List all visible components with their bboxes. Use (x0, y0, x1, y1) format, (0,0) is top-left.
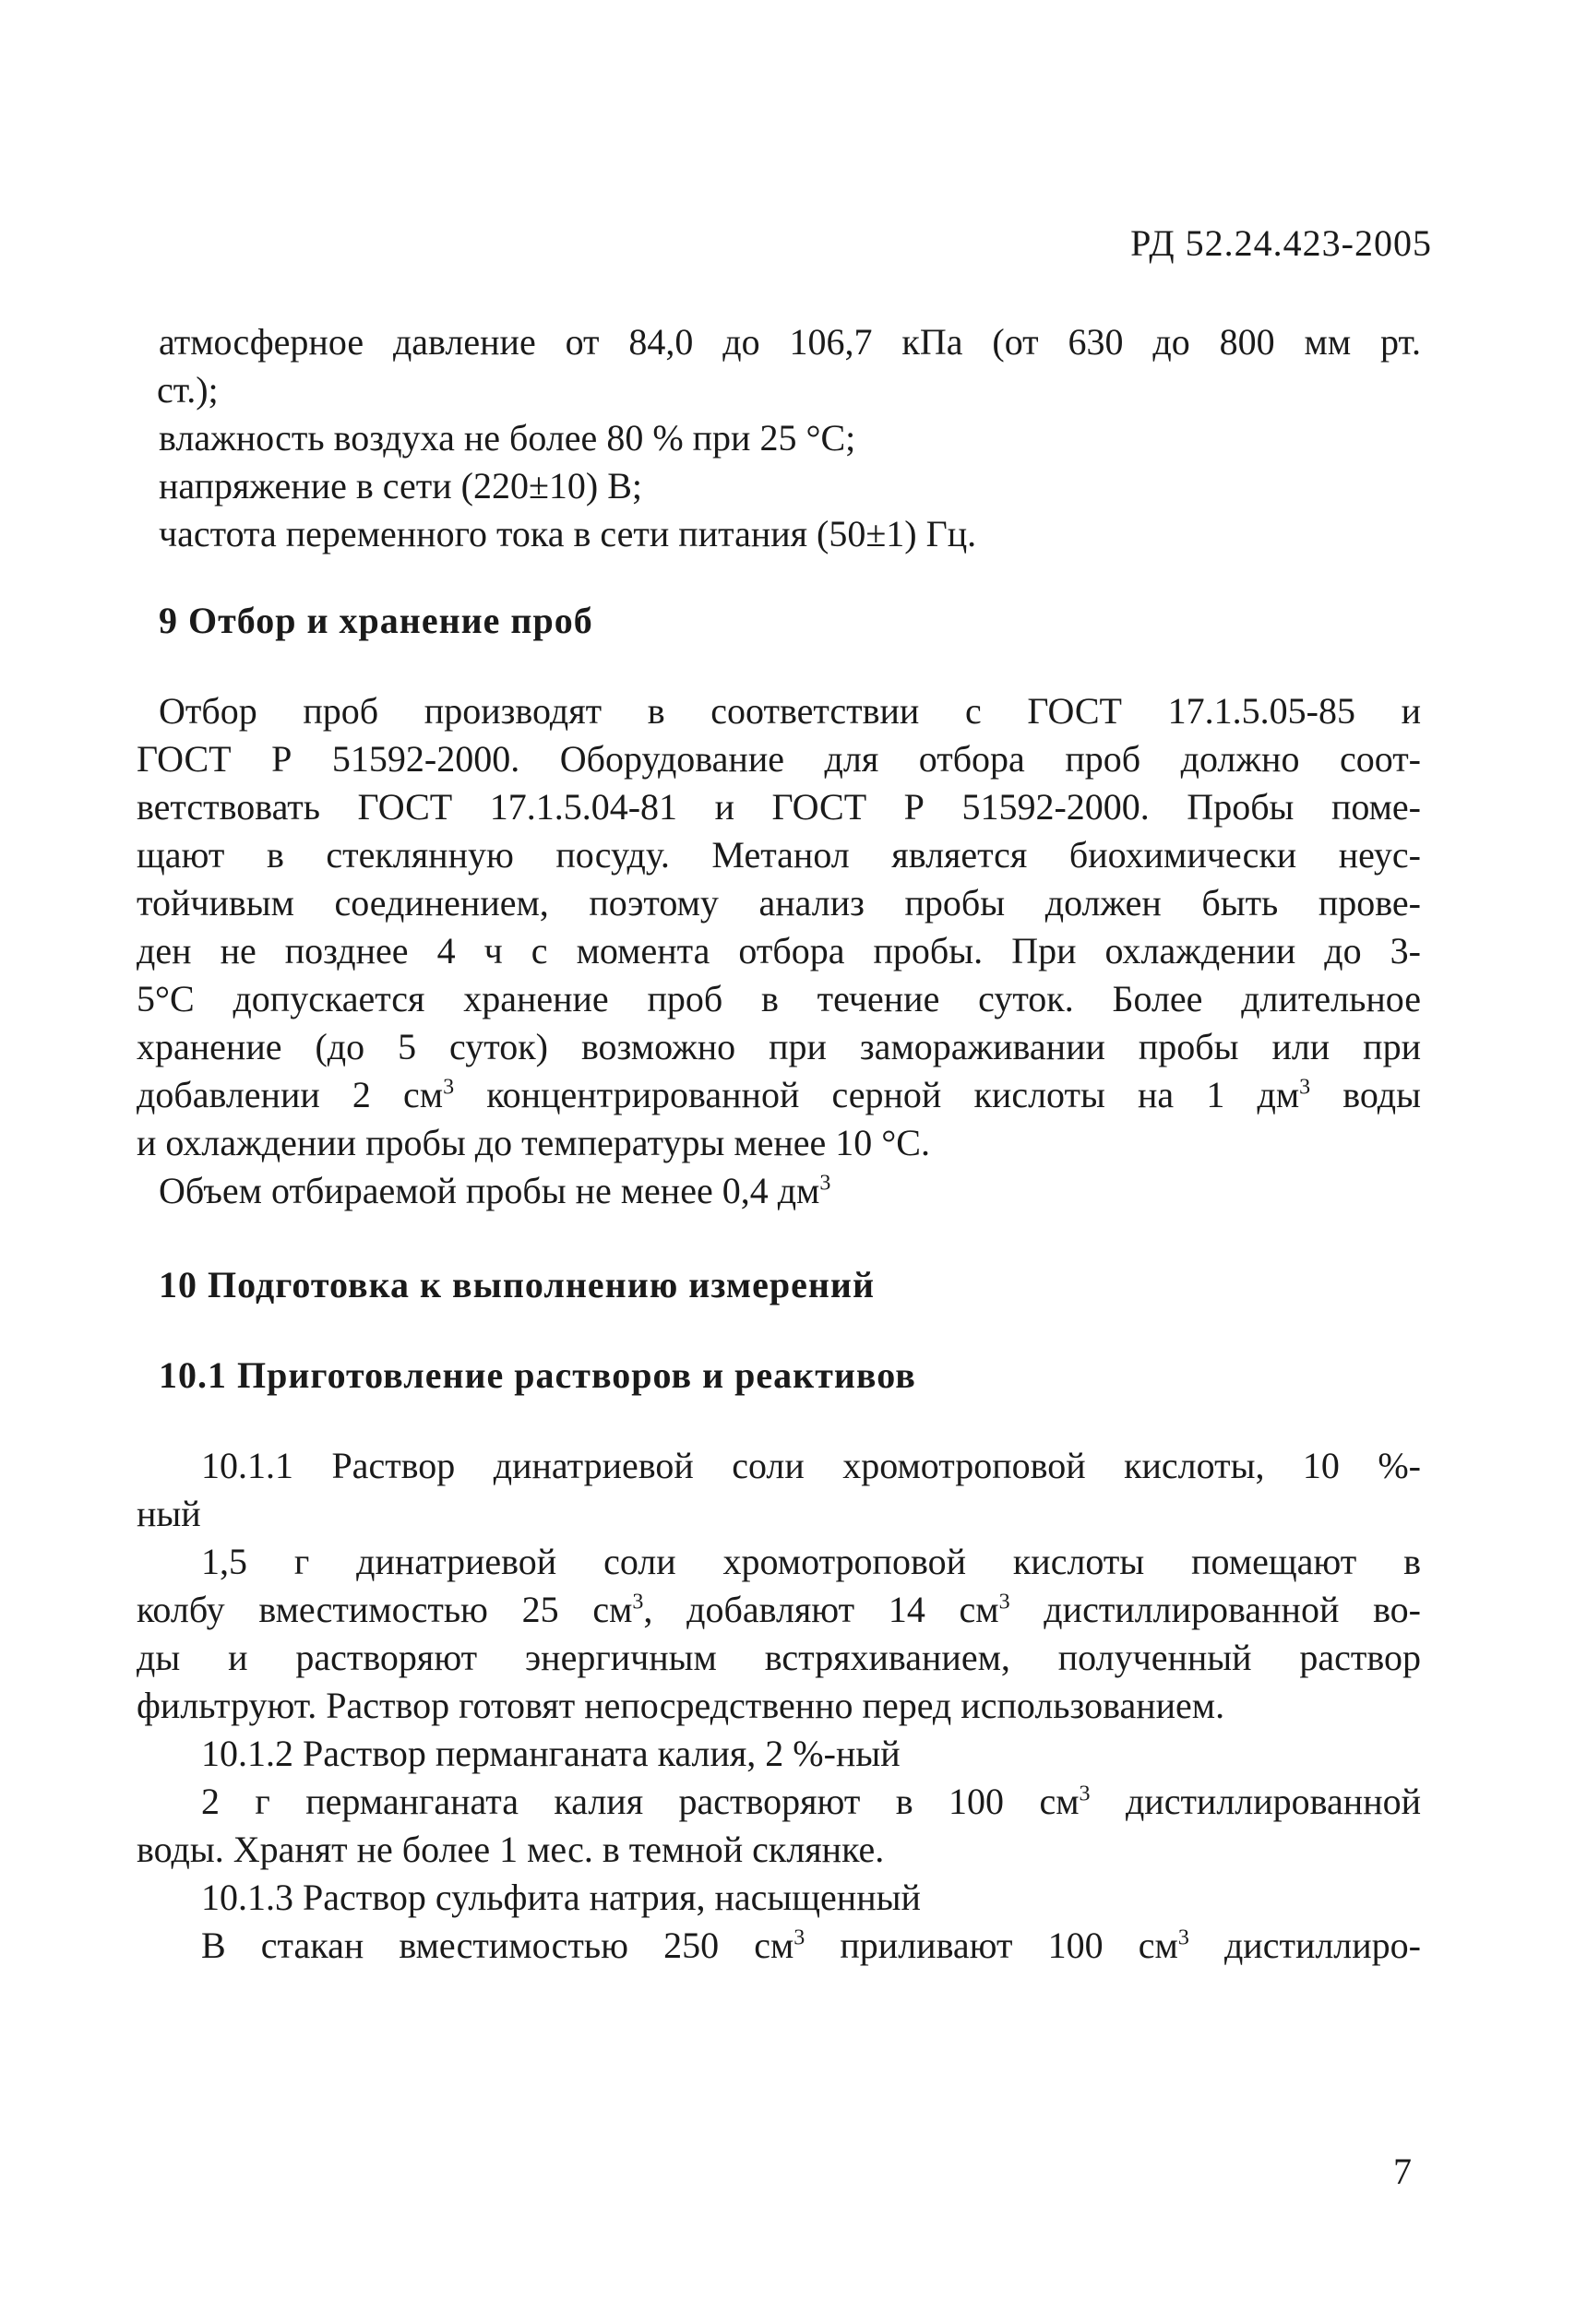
section-10-1-title: 10.1 Приготовление растворов и реактивов (159, 1354, 916, 1396)
text-fragment: приливают 100 см (805, 1925, 1178, 1966)
condition-pressure-cont: ст.); (157, 369, 219, 411)
item-10-1-1-title-cont: ный (137, 1493, 201, 1534)
superscript-3: 3 (1299, 1075, 1311, 1100)
sample-volume (159, 1167, 1421, 1215)
item-10-1-2-title: 10.1.2 Раствор перманганата калия, 2 %-ный (201, 1733, 901, 1774)
section-9-line: ветствовать ГОСТ 17.1.5.04-81 и ГОСТ Р 51592-2000. Пробы поме- (137, 786, 1421, 828)
superscript-3: 3 (1079, 1782, 1091, 1806)
page-number: 7 (1393, 2151, 1412, 2192)
condition-pressure: атмосферное давление от 84,0 до 106,7 кПа (от 630 до 800 мм рт. (159, 321, 1421, 363)
text-fragment: В стакан вместимостью 250 см (201, 1925, 794, 1966)
text-fragment: концентрированной серной кислоты на 1 дм (454, 1074, 1300, 1115)
section-9-line: Отбор проб производят в соответствии с ГОСТ 17.1.5.05-85 и (159, 690, 1421, 732)
superscript-3: 3 (793, 1925, 805, 1950)
text-fragment: , добавляют 14 см (643, 1589, 999, 1630)
superscript-3: 3 (632, 1590, 644, 1615)
section-9-line: тойчивым соединением, поэтому анализ пробы должен быть прове- (137, 882, 1421, 924)
section-9-body (137, 687, 1421, 1215)
section-9-line: 5°С допускается хранение проб в течение суток. Более длительное (137, 978, 1421, 1019)
item-10-1-1-line: ды и растворяют энергичным встряхиванием, полученный раствор (137, 1637, 1421, 1678)
item-10-1-2-line: воды. Хранят не более 1 мес. в темной склянке. (137, 1829, 885, 1870)
superscript-3: 3 (443, 1075, 455, 1100)
text-fragment: Объем отбираемой пробы не менее 0,4 дм (159, 1170, 820, 1211)
item-10-1-1-line (137, 1586, 1421, 1634)
section-10-body (137, 1442, 1422, 1970)
text-fragment: 2 г перманганата калия растворяют в 100 см (201, 1781, 1080, 1822)
condition-humidity: влажность воздуха не более 80 % при 25 °С; (159, 417, 856, 459)
section-9-line-with-units (137, 1071, 1421, 1119)
item-10-1-1-line: 1,5 г динатриевой соли хромотроповой кислоты помещают в (201, 1541, 1421, 1582)
superscript-3: 3 (1177, 1925, 1189, 1950)
section-9-line: хранение (до 5 суток) возможно при замораживании пробы или при (137, 1026, 1421, 1067)
item-10-1-1-line: фильтруют. Раствор готовят непосредственно перед использованием. (137, 1685, 1225, 1726)
section-9-line: ГОСТ Р 51592-2000. Оборудование для отбора проб должно соот- (137, 738, 1421, 780)
text-fragment: дистиллированной во- (1009, 1589, 1422, 1630)
section-9-line: и охлаждении пробы до температуры менее 10 °С. (137, 1122, 930, 1163)
item-10-1-3-line (159, 1922, 1421, 1970)
superscript-3: 3 (819, 1171, 831, 1196)
item-10-1-3-title: 10.1.3 Раствор сульфита натрия, насыщенный (201, 1877, 921, 1918)
text-fragment: дистиллиро- (1188, 1925, 1421, 1966)
condition-voltage: напряжение в сети (220±10) В; (159, 465, 643, 507)
condition-frequency: частота переменного тока в сети питания (50±1) Гц. (159, 513, 977, 554)
text-fragment: колбу вместимостью 25 см (137, 1589, 633, 1630)
section-9-line: щают в стеклянную посуду. Метанол является биохимически неус- (137, 834, 1421, 876)
document-code: РД 52.24.423-2005 (1130, 222, 1432, 264)
superscript-3: 3 (998, 1590, 1010, 1615)
page-content (137, 318, 1422, 1970)
text-fragment: добавлении 2 см (137, 1074, 444, 1115)
item-10-1-2-line (159, 1778, 1421, 1826)
section-9-title: 9 Отбор и хранение проб (159, 600, 593, 641)
section-10-title: 10 Подготовка к выполнению измерений (159, 1264, 875, 1305)
section-9-line: ден не позднее 4 ч с момента отбора пробы. При охлаждении до 3- (137, 930, 1421, 971)
text-fragment: воды (1310, 1074, 1421, 1115)
item-10-1-1-title: 10.1.1 Раствор динатриевой соли хромотроповой кислоты, 10 %- (201, 1445, 1421, 1486)
text-fragment: дистиллированной (1090, 1781, 1421, 1822)
